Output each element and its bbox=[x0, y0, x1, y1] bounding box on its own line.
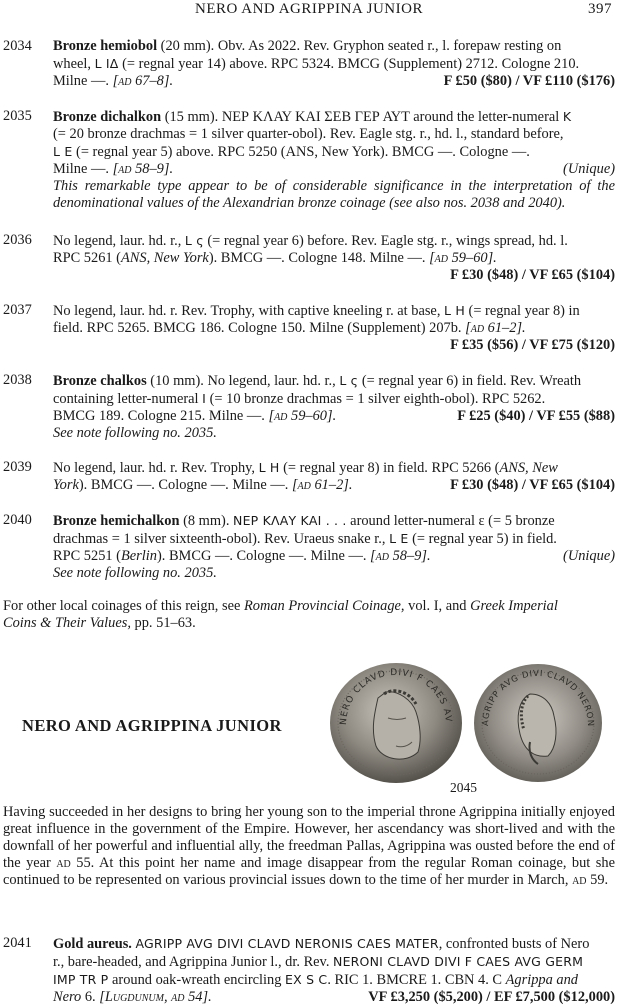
price: F £30 ($48) / VF £65 ($104) bbox=[450, 267, 615, 283]
denomination: Bronze chalkos bbox=[53, 373, 147, 389]
coin-legend: L ς bbox=[339, 373, 359, 388]
entry-number: 2034 bbox=[3, 38, 32, 54]
denomination: Bronze dichalkon bbox=[53, 109, 162, 125]
date: [ad 61–2]. bbox=[291, 477, 353, 493]
coin-legend: EX S C bbox=[285, 972, 328, 987]
coin-legend: L H bbox=[258, 460, 280, 475]
other-coinages-note: For other local coinages of this reign, see Roman Provincial Coinage, vol. I, and Greek Imperial Coins & Their Values, pp. 51–63. bbox=[3, 598, 558, 631]
section-heading: NERO AND AGRIPPINA JUNIOR bbox=[22, 716, 282, 735]
catalog-entry-2034: 2034 Bronze hemiobol (20 mm). Obv. As 2022. Rev. Gryphon seated r., l. forepaw resting on wheel, L IΔ (= regnal year 14) above. RPC 5324. BMCG (Supplement) 2712. Cologne 210. Milne —. [ad 67–8]. F £50 ($80) / VF £110 ($176) bbox=[3, 38, 615, 89]
date: [ad 67–8]. bbox=[112, 73, 174, 89]
rarity: (Unique) bbox=[563, 161, 615, 177]
denomination: Bronze hemiobol bbox=[53, 38, 158, 54]
denomination: Gold aureus. bbox=[53, 936, 132, 952]
rarity: (Unique) bbox=[563, 548, 615, 564]
price: VF £3,250 ($5,200) / EF £7,500 ($12,000) bbox=[368, 989, 615, 1005]
entry-number: 2038 bbox=[3, 372, 32, 388]
catalog-entry-2039: 2039 No legend, laur. hd. r. Rev. Trophy, L H (= regnal year 8) in field. RPC 5266 (ANS, New York). BMCG —. Cologne —. Milne —. [ad 61–2]. F £30 ($48) / VF £65 ($104) bbox=[3, 459, 615, 493]
coin-legend: L ς bbox=[184, 233, 204, 248]
price: F £35 ($56) / VF £75 ($120) bbox=[450, 337, 615, 353]
entry-number: 2040 bbox=[3, 512, 32, 528]
entry-note: See note following no. 2035. bbox=[53, 565, 217, 581]
denomination: Bronze hemichalkon bbox=[53, 513, 180, 529]
date: [ad 61–2]. bbox=[465, 320, 526, 336]
coin-caption: 2045 bbox=[450, 780, 477, 795]
coin-legend: L E bbox=[389, 531, 409, 546]
obverse-legend: NERO CLAVD DIVI F CAES AV bbox=[338, 667, 454, 726]
entry-note: See note following no. 2035. bbox=[53, 425, 217, 441]
price: F £30 ($48) / VF £65 ($104) bbox=[450, 477, 615, 493]
date: [ad 58–9]. bbox=[112, 161, 174, 177]
coin-legend: L IΔ bbox=[94, 56, 119, 71]
catalog-entry-2036: 2036 No legend, laur. hd. r., L ς (= regnal year 6) before. Rev. Eagle stg. r., wings spread, hd. l. RPC 5261 (ANS, New York). BMCG —. Cologne 148. Milne —. [ad 59–60]. F £30 ($48) / VF £65 ($104) bbox=[3, 232, 615, 283]
coin-reverse-image bbox=[468, 660, 608, 790]
coin-obverse-image bbox=[326, 660, 466, 790]
price: F £25 ($40) / VF £55 ($88) bbox=[457, 408, 615, 424]
catalog-entry-2037: 2037 No legend, laur. hd. r. Rev. Trophy, with captive kneeling r. at base, L H (= regnal year 8) in field. RPC 5265. BMCG 186. Cologne 150. Milne (Supplement) 207b. [ad 61–2]. F £35 ($56) / VF £75 ($120) bbox=[3, 302, 615, 353]
date: [Lugdunum, ad 54]. bbox=[99, 989, 212, 1005]
running-header bbox=[0, 0, 618, 22]
catalog-entry-2040: 2040 Bronze hemichalkon (8 mm). ΝΕΡ ΚΛΑΥ ΚΑΙ . . . around letter-numeral ε (= 5 bronze drachmas = 1 silver sixteenth-obol). Rev. Uraeus snake r., L E (= regnal year 5) in field. RPC 5251 (Berlin). BMCG —. Cologne —. Milne —. [ad 58–9]. (Unique) See note following no. 2035. bbox=[3, 512, 615, 581]
entry-note: This remarkable type appear to be of considerable significance in the interpretation of the denominational values of the Alexandrian bronze coinage (see also nos. 2038 and 2040). bbox=[53, 178, 615, 211]
entry-number: 2035 bbox=[3, 108, 32, 124]
coin-legend: ΝΕΡ ΚΛΑΥ ΚΑΙ . . . bbox=[233, 513, 347, 528]
date: [ad 59–60]. bbox=[268, 408, 337, 424]
entry-number: 2036 bbox=[3, 232, 32, 248]
catalog-entry-2041: 2041 Gold aureus. AGRIPP AVG DIVI CLAVD NERONIS CAES MATER, confronted busts of Nero r., bare-headed, and Agrippina Junior l., dr. Rev. NERONI CLAVD DIVI F CAES AVG GERM IMP TR P around oak-wreath encircling EX S C. RIC 1. BMCRE 1. CBN 4. C Agrippa and Nero 6. [Lugdunum, ad 54]. VF £3,250 ($5,200) / EF £7,500 ($12,000) bbox=[3, 935, 615, 1005]
date: [ad 58–9]. bbox=[370, 548, 431, 564]
entry-number: 2037 bbox=[3, 302, 32, 318]
entry-number: 2041 bbox=[3, 935, 32, 951]
coin-legend: AGRIPP AVG DIVI CLAVD NERONIS CAES MATER bbox=[135, 936, 439, 951]
catalog-entry-2035: 2035 Bronze dichalkon (15 mm). ΝΕΡ ΚΛΑΥ ΚΑΙ ΣΕΒ ΓΕΡ ΑΥΤ around the letter-numeral K (= 20 bronze drachmas = 1 silver quarter-obol). Rev. Eagle stg. r., hd. l., standard before, L E (= regnal year 5) above. RPC 5250 (ANS, New York). BMCG —. Cologne —. Milne —. [ad 58–9]. (Unique) This remarkable type appear to be of considerable significance in the interpretation of the denominational values of the Alexandrian bronze coinage (see also nos. 2038 and 2040). bbox=[3, 108, 615, 211]
date: [ad 59–60]. bbox=[429, 250, 497, 266]
section-intro: Having succeeded in her designs to bring her young son to the imperial throne Agrippina initially enjoyed great influence in the government of the Empire. However, her ascendancy was short-lived and with the downfall of her powerful and influential ally, the freedman Pallas, Agrippina was ousted before the end of the year ad 55. At this point her name and image disappear from the regular Roman coinage, but she continued to be represented on various provincial issues down to the time of her murder in March, ad 59. bbox=[3, 804, 615, 888]
page-number: 397 bbox=[588, 1, 612, 17]
catalog-entry-2038: 2038 Bronze chalkos (10 mm). No legend, laur. hd. r., L ς (= regnal year 6) in field. Rev. Wreath containing letter-numeral I (= 10 bronze drachmas = 1 silver eighth-obol). RPC 5262. BMCG 189. Cologne 215. Milne —. [ad 59–60]. F £25 ($40) / VF £55 ($88) See note following no. 2035. bbox=[3, 372, 615, 441]
coin-legend: NERONI CLAVD DIVI F CAES AVG GERM bbox=[333, 954, 584, 969]
page-header-title: NERO AND AGRIPPINA JUNIOR bbox=[195, 1, 423, 17]
coin-legend: K bbox=[562, 109, 572, 124]
coin-legend: L E bbox=[53, 144, 73, 159]
coin-legend: IMP TR P bbox=[53, 972, 109, 987]
coin-legend: L H bbox=[444, 303, 465, 318]
entry-number: 2039 bbox=[3, 459, 32, 475]
coin-legend: I bbox=[202, 391, 207, 406]
reverse-legend: AGRIPP AVG DIVI CLAVD NERON bbox=[480, 668, 596, 728]
price: F £50 ($80) / VF £110 ($176) bbox=[443, 73, 615, 89]
